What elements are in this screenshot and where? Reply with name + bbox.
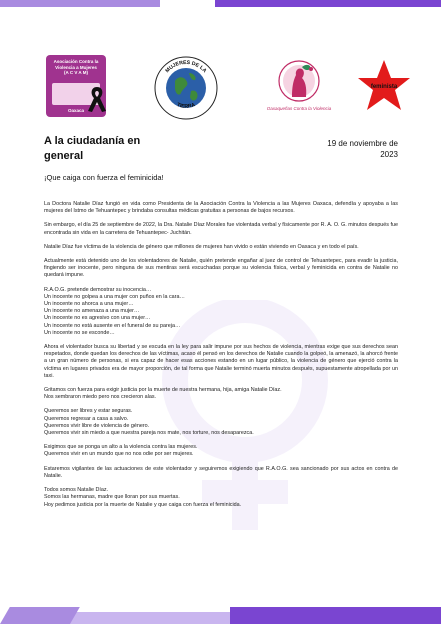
list-item: R.A.O.G. pretende demostrar su inocencia… <box>44 286 152 293</box>
letter-date: 19 de noviembre de 2023 <box>327 139 398 159</box>
bottom-right-band <box>230 607 441 624</box>
list-item: Un inocente no golpea a una mujer con puños en la cara… <box>44 293 185 300</box>
feminista-label: feminista <box>370 84 398 90</box>
bottom-left-band <box>0 607 80 624</box>
paragraph-10 <box>44 487 398 509</box>
paragraph-7-line: Queremos ser libres y estar seguras. <box>44 408 133 415</box>
list-item: Un inocente no está ausente en el funeral de su pareja… <box>44 322 181 329</box>
paragraph-6-line: Gritamos con fuerza para exigir justicia por la muerte de nuestra hermana, hija, amiga Natalie Díaz. <box>44 387 282 394</box>
woman-silhouette-icon <box>258 57 340 107</box>
paragraph-1: La Doctora Natalie Díaz fungió en vida como Presidenta de la Asociación Contra la Violencia a las Mujeres Oaxaca, defendía y apoyaba a las mujeres del Istmo de Tehuantepec y brindaba consultas médicas gratuitas a personas de bajos recursos. <box>44 201 398 215</box>
acvam-bottom-label: Oaxaca <box>67 108 84 113</box>
letter-title: A la ciudadanía en general <box>44 135 141 162</box>
list-item: Un inocente no amenaza a una mujer… <box>44 308 140 315</box>
top-left-band <box>0 0 160 7</box>
letter-body <box>44 201 398 516</box>
list-item: Un inocente no se esconde… <box>44 329 115 336</box>
acvam-line1: Asociación Contra la <box>53 59 99 64</box>
paragraph-7-line: Queremos vivir libre de violencia de género. <box>44 422 150 429</box>
acvam-line2: Violencia a Mujeres <box>55 64 97 70</box>
paragraph-8-line: Queremos vivir en un mundo que no nos odie por ser mujeres. <box>44 451 194 458</box>
list-item: Un inocente no es agresivo con una mujer… <box>44 315 151 322</box>
mujeres-tierra-bottom-text: TIERRA <box>175 102 197 110</box>
paragraph-7-line: Queremos regresar a casa a salvo. <box>44 415 129 422</box>
paragraph-4: Actualmente está detenido uno de los violentadores de Natalie, quién pretende engañar al juez de control de Tehuantepec, para evadir la justicia, fingiendo ser inocente, pero ninguna de sus mentiras será escuchadas porque su violencia física, verbal y feminicida en contra de Natalie no quedará impune. <box>44 258 398 279</box>
top-right-band <box>215 0 441 7</box>
black-ribbon-icon <box>86 85 108 113</box>
acvam-logo-text <box>46 59 106 76</box>
acvam-line3: (A C V A M) <box>64 70 88 75</box>
oaxaquenas-caption: Oaxaqueñas Contra la Violencia <box>266 106 332 111</box>
paragraph-10-line: Hoy pedimos justicia por la muerte de Natalie y que caiga con fuerza el feminicida. <box>44 501 242 508</box>
mujeres-tierra-logo <box>153 55 219 121</box>
paragraph-10-line: Somos las hermanas, madre que lloran por sus muertas. <box>44 494 180 501</box>
innocence-list <box>44 287 398 337</box>
paragraph-6-line: Nos sembraron miedo pero nos crecieron alas. <box>44 394 157 401</box>
paragraph-2: Sin embargo, el día 25 de septiembre de 2022, la Dra. Natalie Díaz Morales fue violentada verbal y físicamente por R. A. O. G. minutos después fue encontrada sin vida en la carretera de Tehuantepec- Juchitán. <box>44 222 398 236</box>
paragraph-7 <box>44 408 398 437</box>
paragraph-8 <box>44 444 398 458</box>
bottom-middle-band <box>64 612 234 624</box>
paragraph-9: Estaremos vigilantes de las actuaciones de este violentador y seguiremos exigiendo que R.A.O.G. sea sancionado por sus actos en contra de Natalie. <box>44 465 398 479</box>
list-item: Un inocente no ahorca a una mujer… <box>44 301 134 308</box>
paragraph-6 <box>44 387 398 401</box>
red-star-icon <box>356 58 412 114</box>
paragraph-8-line: Exigimos que se ponga un alto a la violencia contra las mujeres. <box>44 444 198 451</box>
slogan: ¡Que caiga con fuerza el feminicida! <box>44 173 164 182</box>
paragraph-10-line: Todos somos Natalie Díaz. <box>44 487 109 494</box>
mujeres-tierra-top-text: MUJERES DE LA <box>164 59 208 75</box>
paragraph-3: Natalie Díaz fue víctima de la violencia de género que millones de mujeres han vivido o están viviendo en Oaxaca y en todo el país. <box>44 243 359 250</box>
paragraph-7-line: Queremos vivir sin miedo a que nuestra pareja nos mate, nos torture, nos desaparezca. <box>44 430 254 437</box>
paragraph-5: Ahora el violentador busca su libertad y se escuda en la ley para salir impune por sus hechos de violencia, mientras exige que sus derechos sean respetados, donde quedan los derechos de las víctimas, acaso él pensó en los derechos de Natalie cuando la golpeó, la amenazó, la ahorcó frente a un gran número de personas, si era capaz de hacer esas acciones estando en un lugar público, la violencia de género que ejerció contra la víctima en lugares privados era de mayor proporción, de tal forma que Natalie terminó muerta minutos después, supuestamente atropellada por un taxi. <box>44 344 398 379</box>
